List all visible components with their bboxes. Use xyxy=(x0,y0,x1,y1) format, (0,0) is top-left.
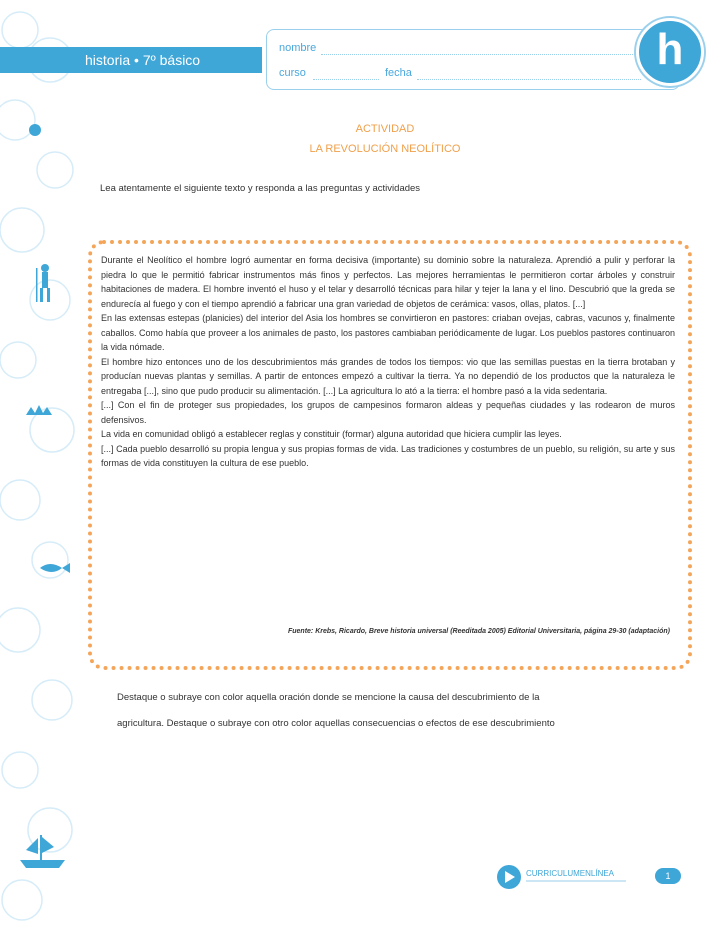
reading-paragraph: La vida en comunidad obligó a establecer reglas y constituir (formar) alguna autoridad que hiciera cumplir las leyes. xyxy=(101,429,562,439)
task-instructions xyxy=(117,685,677,737)
crown-icon xyxy=(26,405,52,415)
activity-title: LA REVOLUCIÓN NEOLÍTICO xyxy=(309,143,461,155)
page-number: 1 xyxy=(655,868,681,884)
decorative-swirl-border xyxy=(0,0,75,927)
course-label: curso xyxy=(279,67,306,79)
course-field[interactable] xyxy=(313,79,379,80)
curriculum-logo xyxy=(496,864,646,890)
subject-grade-label xyxy=(85,47,200,73)
date-label: fecha xyxy=(385,67,412,79)
brand-text: CURRICULUMENLÍNEA xyxy=(526,869,615,878)
activity-label: ACTIVIDAD xyxy=(355,123,415,135)
explorer-figure-icon xyxy=(36,264,50,302)
reading-paragraph: El hombre hizo entonces uno de los descubrimientos más grandes de todos los tiempos: vio que las semillas puestas en la tierra brotaban y producían nuevas plantas y semillas. A partir de entonces empezó a cultivar la tierra. Ya no dependió de los productos que la naturaleza le entregaba [...], sino que pudo producir su alimentación. [...] La agricultura lo ató a la tierra: el hombre pasó a la vida sedentaria. xyxy=(101,356,675,396)
reading-paragraph: Durante el Neolítico el hombre logró aumentar en forma decisiva (importante) su dominio sobre la naturaleza. Aprendió a pulir y perforar la piedra lo que le permitió fabricar instrumentos más finos y perfectos. Las mejores herramientas le permitieron cortar árboles y construir habitaciones de madera. El hombre inventó el huso y el telar y desarrolló técnicas para hilar y tejer la lana y el lino. Descubrió que la greda se endurecía al fuego y con el tiempo aprendió a fabricar una gran variedad de objetos de cerámica: vasos, ollas, platos. [...] xyxy=(101,255,675,309)
student-info-box xyxy=(266,29,680,90)
name-label: nombre xyxy=(279,42,317,54)
date-field[interactable] xyxy=(417,79,641,80)
source-citation: Fuente: Krebs, Ricardo, Breve historia universal (Reeditada 2005) Editorial Universitaria, página 29-30 (adaptación) xyxy=(287,628,670,635)
task-line: agricultura. Destaque o subraye con otro color aquellas consecuencias o efectos de ese descubrimiento xyxy=(117,718,555,729)
reading-paragraph: [...] Con el fin de proteger sus propiedades, los grupos de campesinos formaron aldeas y pequeñas ciudades y las rodearon de muros defensivos. xyxy=(101,400,675,425)
fish-icon xyxy=(40,563,70,573)
grade-label: 7º básico xyxy=(142,52,201,68)
subject-label: historia xyxy=(85,52,131,68)
reading-paragraph: [...] Cada pueblo desarrolló su propia lengua y sus propias formas de vida. Las tradiciones y costumbres de un pueblo, su religión, su arte y sus formas de vida constituyen la cultura de ese pueblo. xyxy=(101,443,675,468)
reading-paragraph: En las extensas estepas (planicies) del interior del Asia los hombres se convirtieron en pastores: criaban ovejas, cabras, vacunos y, finalmente caballos. Como había que proveer a los animales de pasto, los pastores cambiaban periódicamente de lugar. Los pueblos pastores continuaron la vida nómade. xyxy=(101,313,675,352)
separator: • xyxy=(134,52,139,68)
name-field[interactable] xyxy=(321,54,641,55)
ship-icon xyxy=(20,835,65,868)
instruction-text: Lea atentamente el siguiente texto y responda a las preguntas y actividades xyxy=(100,183,421,194)
h-logo: h xyxy=(636,18,704,86)
header-subject-bar xyxy=(0,47,262,73)
reading-text xyxy=(101,253,675,471)
task-line: Destaque o subraye con color aquella oración donde se mencione la causa del descubrimiento de la xyxy=(117,692,540,703)
